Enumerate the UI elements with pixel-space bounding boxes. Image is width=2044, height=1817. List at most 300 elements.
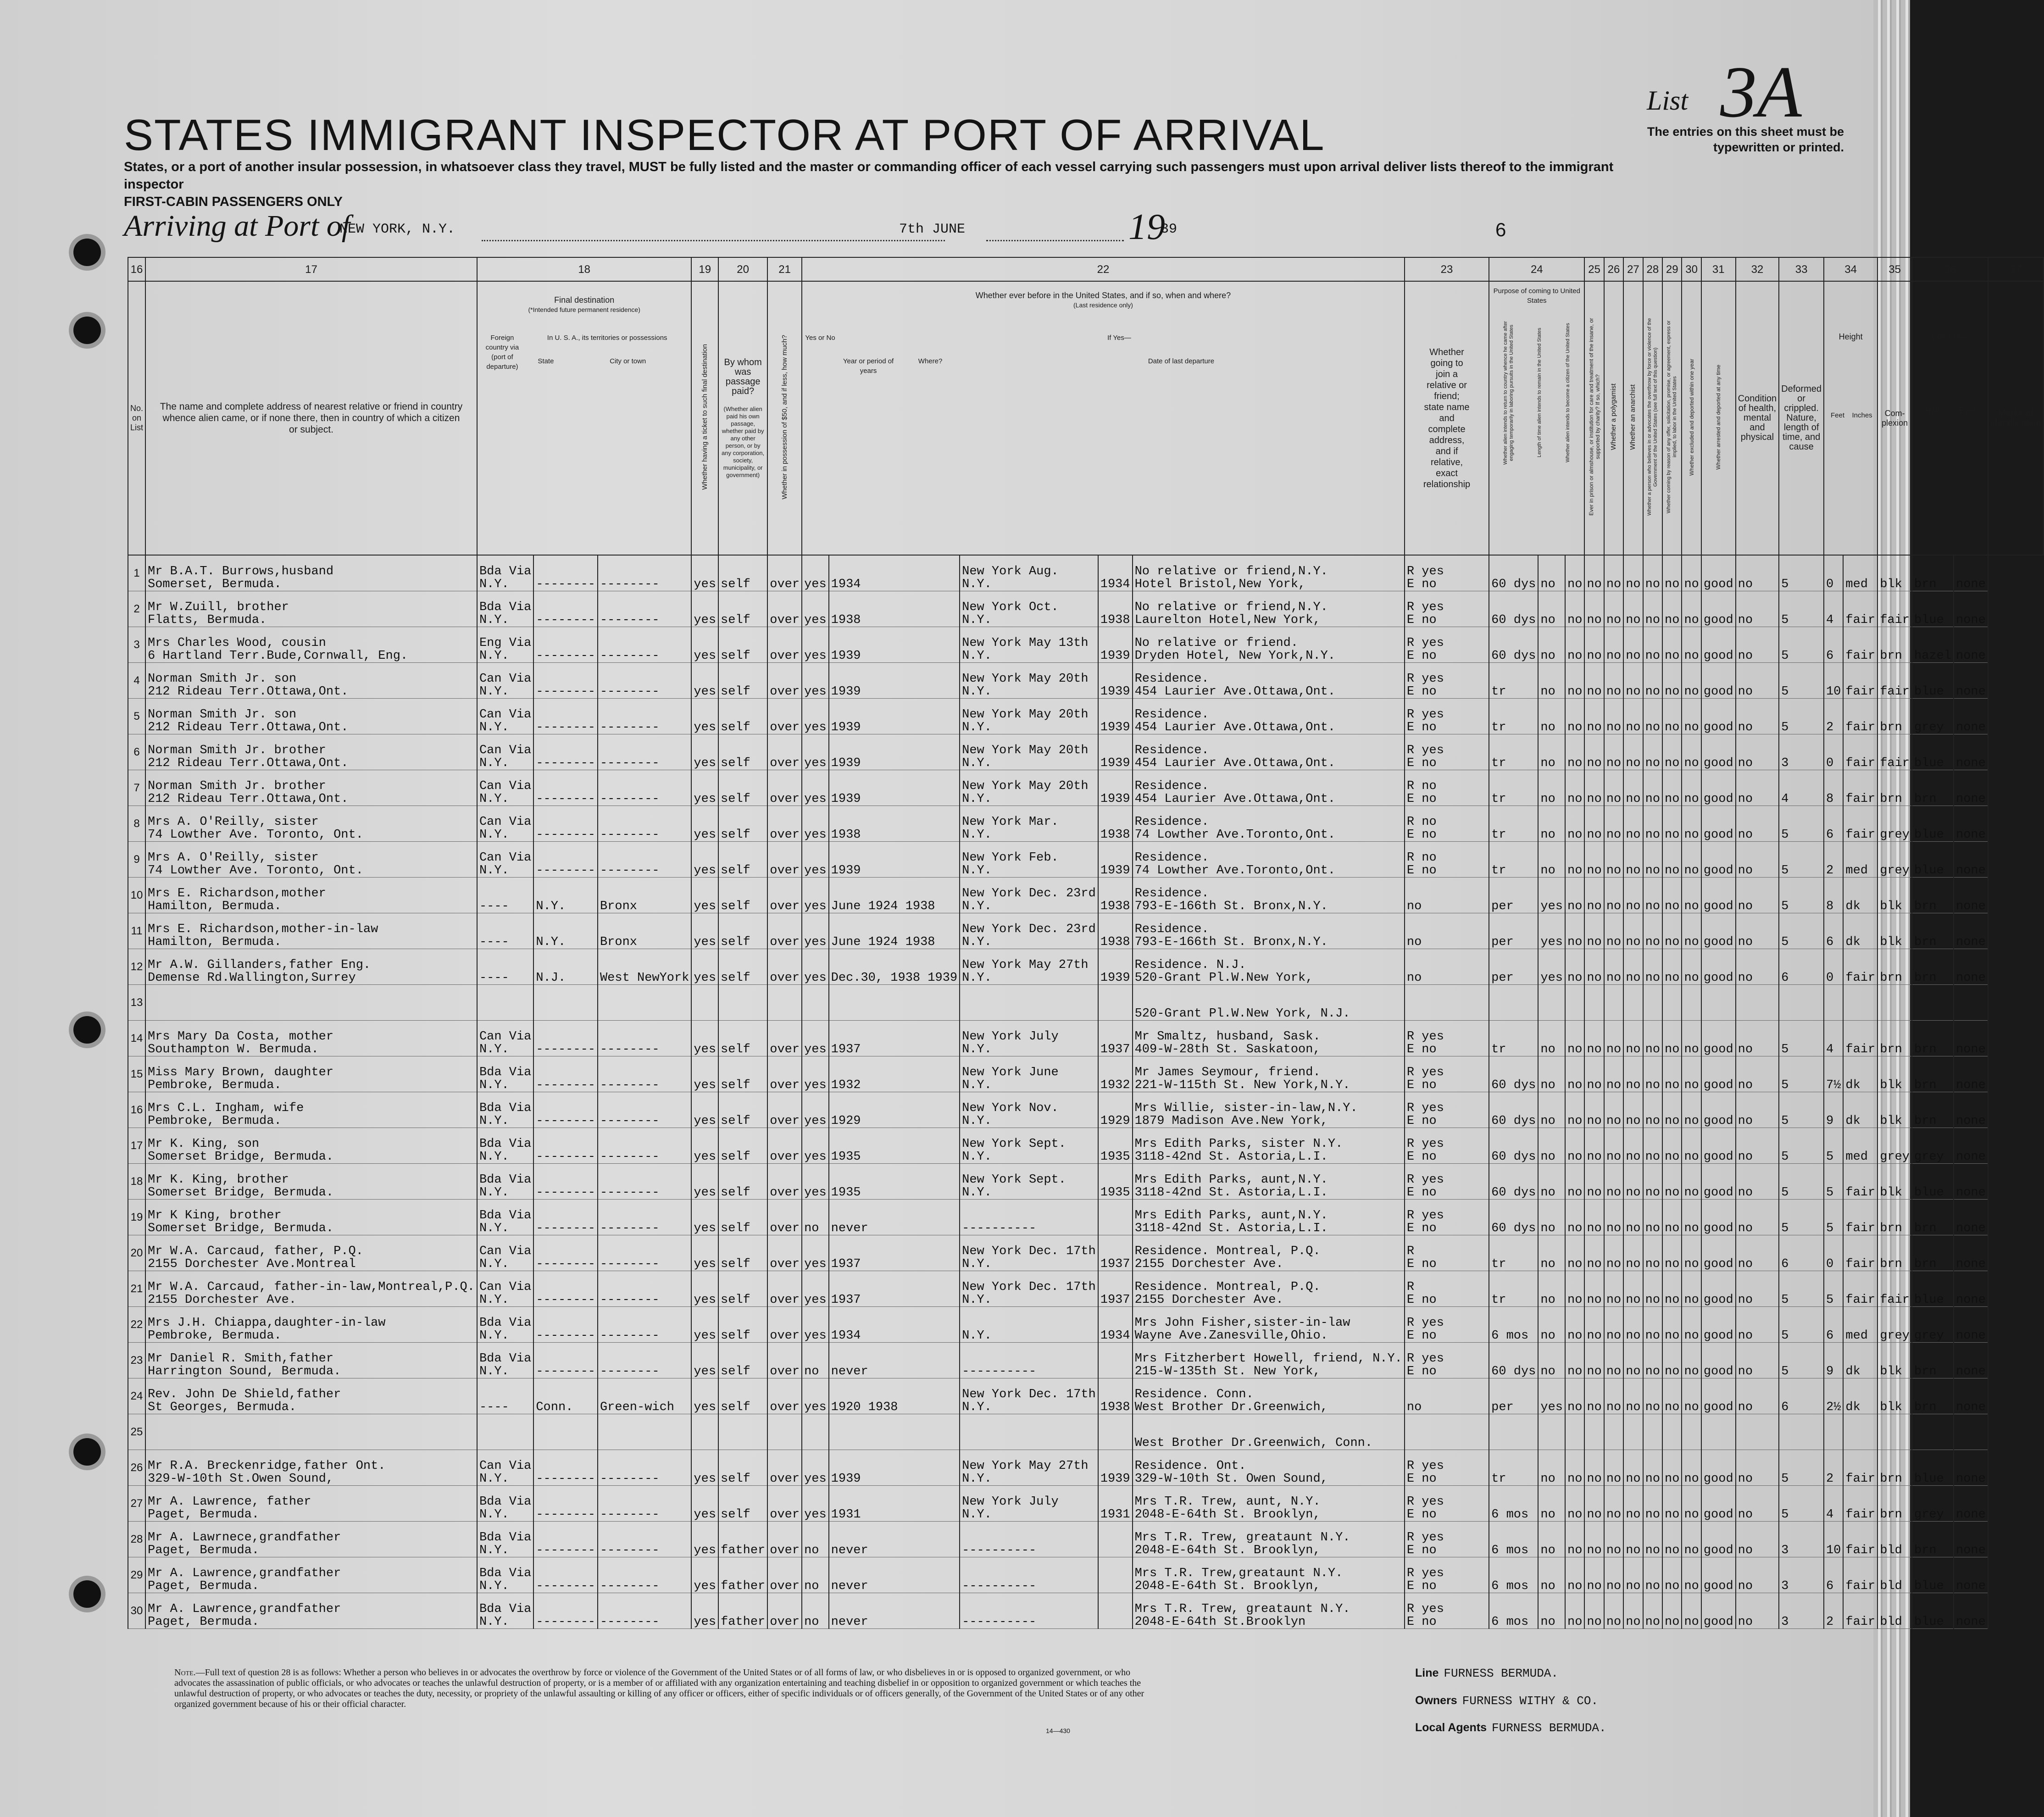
cell-no <box>128 1557 145 1593</box>
cell-previous-departure <box>1098 1486 1133 1522</box>
cell-previous-where <box>960 1271 1098 1307</box>
cell-relative-text: Mr W.A. Carcaud, father, P.Q. <box>148 1245 363 1258</box>
table-row <box>128 1593 2044 1629</box>
cell-arrested-text: no <box>1684 613 1699 627</box>
cell-purpose-citizen-text: no <box>1540 1508 1555 1522</box>
cell-polygamist <box>1584 1307 1604 1343</box>
cell-no-text: 14 <box>130 1032 143 1045</box>
cell-arrested-text: no <box>1684 1150 1699 1164</box>
cell-joining <box>1133 770 1405 806</box>
cell-arrested <box>1682 1200 1701 1235</box>
cell-marks-text: none <box>1956 1400 1986 1414</box>
cell-previous-where-text: N.Y. <box>962 1114 992 1128</box>
column-number: 28 <box>1643 257 1662 281</box>
cell-anarchist <box>1604 555 1623 591</box>
cell-inches-text: 2 <box>1826 864 1834 878</box>
cell-foreign-country <box>477 1414 533 1450</box>
cell-foreign-country-text: N.Y. <box>479 756 509 770</box>
cell-purpose-length-text: 60 dys <box>1491 649 1536 663</box>
cell-marks-text: none <box>1956 900 1986 913</box>
cell-deformed <box>1736 627 1779 663</box>
cell-inches <box>1824 1128 1843 1164</box>
cell-city <box>598 1522 691 1557</box>
cell-deformed <box>1736 1450 1779 1486</box>
cell-foreign-country <box>477 1378 533 1414</box>
cell-complexion <box>1843 1378 1877 1414</box>
cell-deformed-text: no <box>1738 1078 1753 1092</box>
cell-anarchist <box>1604 1593 1623 1629</box>
cell-joining-text: 329-W-10th St. Owen Sound, <box>1134 1472 1328 1486</box>
cell-excluded <box>1662 1271 1682 1307</box>
cell-prison <box>1565 1200 1584 1235</box>
cell-feet-text: 6 <box>1781 1257 1789 1271</box>
cell-paid-by <box>718 663 767 699</box>
cell-feet-text: 6 <box>1781 971 1789 985</box>
cell-prison-text: no <box>1567 721 1583 734</box>
cell-joining <box>1133 1414 1405 1450</box>
cell-state-text: -------- <box>536 1043 595 1056</box>
table-row <box>128 1092 2044 1128</box>
cell-relative <box>145 806 477 842</box>
cell-purpose-return-text: R yes <box>1406 600 1444 614</box>
cell-previous-yesno-text: no <box>804 1579 819 1593</box>
cell-deformed <box>1736 1200 1779 1235</box>
cell-paid-by <box>718 913 767 949</box>
cell-arrested <box>1682 591 1701 627</box>
cell-health <box>1701 555 1736 591</box>
cell-no <box>128 770 145 806</box>
cell-marks-text: none <box>1956 578 1986 591</box>
cell-previous-where-text: New York May 20th <box>962 672 1089 686</box>
cell-previous-where <box>960 1486 1098 1522</box>
cell-excluded-text: no <box>1665 578 1680 591</box>
cell-anarchist-text: no <box>1606 864 1622 878</box>
final-destination-usa: In U. S. A., its territories or possessions <box>547 334 667 342</box>
cell-deformed-text: no <box>1738 1186 1753 1200</box>
cell-previous-departure <box>1098 1307 1133 1343</box>
cell-previous-yesno-text: yes <box>804 756 827 770</box>
cell-foreign-country <box>477 1056 533 1092</box>
cell-deformed-text: no <box>1738 1579 1753 1593</box>
cell-hair-text: blk <box>1880 1114 1902 1128</box>
cell-previous-yesno <box>802 1235 829 1271</box>
cell-hair-text: grey <box>1880 1150 1910 1164</box>
cell-deformed <box>1736 1307 1779 1343</box>
cell-no <box>128 1200 145 1235</box>
previous-visit-ifyes: If Yes— <box>1107 334 1131 342</box>
cell-marks <box>1954 913 1988 949</box>
cell-health-text: good <box>1703 935 1733 949</box>
cell-no-text: 25 <box>130 1425 143 1438</box>
cell-ticket-text: yes <box>694 900 717 913</box>
cell-previous-yesno-text: yes <box>804 1078 827 1092</box>
cell-overthrow <box>1623 878 1643 913</box>
cell-feet-text: 5 <box>1781 1114 1789 1128</box>
cell-joining-text: Residence. <box>1134 815 1209 829</box>
cell-joining <box>1133 1522 1405 1557</box>
cell-money <box>767 1092 802 1128</box>
cell-excluded-text: no <box>1665 1078 1680 1092</box>
cell-complexion <box>1843 1522 1877 1557</box>
cell-polygamist-text: no <box>1587 1365 1602 1378</box>
cell-purpose-citizen-text: no <box>1540 1615 1555 1629</box>
cell-polygamist <box>1584 699 1604 734</box>
cell-previous-where-text: New York Dec. 23rd <box>962 922 1096 936</box>
cell-money <box>767 1307 802 1343</box>
cell-previous-departure-text: 1938 <box>1100 1400 1130 1414</box>
cell-labor-offer <box>1643 1092 1662 1128</box>
cell-overthrow-text: no <box>1626 971 1641 985</box>
cell-excluded <box>1662 770 1682 806</box>
cell-city-text: -------- <box>600 649 660 663</box>
cell-previous-yesno <box>802 734 829 770</box>
cell-paid-by-text: self <box>721 1186 750 1200</box>
cell-previous-year <box>829 1343 960 1378</box>
cell-health-text: good <box>1703 578 1733 591</box>
cell-foreign-country <box>477 1164 533 1200</box>
cell-polygamist <box>1584 806 1604 842</box>
cell-inches <box>1824 1486 1843 1522</box>
previous-visit-date: Date of last departure <box>1148 357 1215 365</box>
cell-purpose-return-text: E no <box>1406 1329 1437 1343</box>
cell-prison-text: no <box>1567 1579 1583 1593</box>
cell-purpose-length-text: tr <box>1491 1043 1506 1056</box>
cell-relative-text: 212 Rideau Terr.Ottawa,Ont. <box>148 721 349 734</box>
cell-prison <box>1565 1450 1584 1486</box>
cell-labor-offer <box>1643 555 1662 591</box>
cell-relative-text: Mrs Mary Da Costa, mother <box>148 1030 334 1044</box>
cell-no <box>128 1164 145 1200</box>
cell-purpose-return-text: E no <box>1406 1615 1437 1629</box>
cell-previous-where-text: N.Y. <box>962 578 992 591</box>
cell-no-text: 10 <box>130 889 143 901</box>
column-number: 35 <box>1877 257 1912 281</box>
height-title: Height <box>1838 332 1863 341</box>
cell-foreign-country-text: Bda Via <box>479 1531 532 1545</box>
cell-foreign-country <box>477 878 533 913</box>
cell-previous-departure <box>1098 591 1133 627</box>
cell-anarchist <box>1604 1128 1623 1164</box>
cell-polygamist-text: no <box>1587 971 1602 985</box>
cell-purpose-citizen <box>1538 699 1565 734</box>
cell-previous-year-text: 1939 <box>831 649 861 663</box>
cell-previous-year <box>829 1128 960 1164</box>
cell-deformed <box>1736 734 1779 770</box>
cell-feet <box>1779 591 1824 627</box>
cell-purpose-return <box>1405 1522 1489 1557</box>
cell-marks-text: none <box>1956 1222 1986 1235</box>
cell-arrested-text: no <box>1684 1365 1699 1378</box>
cell-polygamist <box>1584 1128 1604 1164</box>
cell-eyes <box>1912 1557 1954 1593</box>
cell-health-text: good <box>1703 1114 1733 1128</box>
punch-hole <box>73 239 101 266</box>
cell-state <box>533 663 598 699</box>
cell-excluded-text: no <box>1665 1222 1680 1235</box>
cell-joining-text: 793-E-166th St. Bronx,N.Y. <box>1134 935 1328 949</box>
col-ticket <box>691 281 718 555</box>
cell-no-text: 27 <box>130 1497 143 1510</box>
cell-previous-where-text: New York May 13th <box>962 636 1089 650</box>
cell-inches <box>1824 1557 1843 1593</box>
cell-state <box>533 842 598 878</box>
cell-paid-by-text: self <box>721 1365 750 1378</box>
cell-hair <box>1877 627 1912 663</box>
cell-state <box>533 734 598 770</box>
final-destination-foreign: Foreign country via (port of departure) <box>485 334 519 371</box>
cell-city-text: -------- <box>600 1508 660 1522</box>
cell-relative-text: 2155 Dorchester Ave. <box>148 1293 297 1307</box>
cell-previous-year <box>829 1486 960 1522</box>
cell-foreign-country-text: Bda Via <box>479 565 532 578</box>
cell-eyes <box>1912 1343 1954 1378</box>
cell-polygamist-text: no <box>1587 1222 1602 1235</box>
cell-deformed <box>1736 1021 1779 1056</box>
cell-state <box>533 1593 598 1629</box>
cell-purpose-length-text: 60 dys <box>1491 578 1536 591</box>
footnote-text: —Full text of question 28 is as follows: Whether a person who believes in or advocates the overthrow by force or violence of the Government of the United States or of all forms of law, or who disbelieves in or is opposed to organized government, or who advocates the assassination of public officials, or who advocates or teaches the unlawful destruction of property, or is a member of or affiliated with any organization entertaining and teaching disbelief in or opposition to organized government or which teaches the unlawful destruction of property, or who advocates or teaches the duty, necessity, or propriety of the unlawful assaulting or killing of any officer or officers, either of specific individuals or of officers generally, of the Government of the United States or of any other organized government because of his or their official character. <box>174 1667 1144 1709</box>
cell-previous-where-text: N.Y. <box>962 828 992 842</box>
cell-paid-by-text: self <box>721 900 750 913</box>
cell-money <box>767 1271 802 1307</box>
cell-feet-text: 5 <box>1781 1508 1789 1522</box>
cell-relative-text: Mr Daniel R. Smith,father <box>148 1352 334 1366</box>
cell-arrested-text: no <box>1684 649 1699 663</box>
instructions-text: States, or a port of another insular possession, in whatsoever class they travel, MUST be fully listed and the master or commanding officer of each vessel carrying such passengers must upon arrival deliver lists thereof to the immigrant inspector <box>124 160 1614 192</box>
cell-joining-text: No relative or friend,N.Y. <box>1134 565 1328 578</box>
cell-city-text: Bronx <box>600 900 637 913</box>
cell-complexion-text: fair <box>1845 613 1876 627</box>
table-row <box>128 699 2044 734</box>
cell-foreign-country <box>477 1307 533 1343</box>
cell-previous-where <box>960 734 1098 770</box>
cell-joining <box>1133 627 1405 663</box>
cell-no-text: 11 <box>131 924 143 937</box>
cell-eyes <box>1912 591 1954 627</box>
cell-health-text: good <box>1703 828 1733 842</box>
cell-joining-text: Mrs T.R. Trew, greataunt N.Y. <box>1134 1602 1350 1616</box>
cell-purpose-citizen <box>1538 1522 1565 1557</box>
cell-no-text: 5 <box>133 710 140 722</box>
cell-hair <box>1877 1128 1912 1164</box>
cell-paid-by <box>718 1307 767 1343</box>
cell-paid-by-text: self <box>721 578 750 591</box>
cell-money <box>767 1021 802 1056</box>
cell-joining-text: 409-W-28th St. Saskatoon, <box>1134 1043 1321 1056</box>
arriving-label: Arriving at Port of <box>124 209 350 243</box>
cell-polygamist <box>1584 913 1604 949</box>
cell-money <box>767 591 802 627</box>
cell-hair-text: fair <box>1880 685 1910 699</box>
cell-polygamist <box>1584 734 1604 770</box>
cell-foreign-country-text: N.Y. <box>479 1544 509 1557</box>
cell-anarchist-text: no <box>1606 1078 1622 1092</box>
cell-arrested <box>1682 1378 1701 1414</box>
cell-purpose-length <box>1489 806 1538 842</box>
cell-deformed-text: no <box>1738 900 1753 913</box>
cell-excluded-text: no <box>1665 828 1680 842</box>
cell-paid-by-text: self <box>721 1043 750 1056</box>
cell-eyes-text: blue <box>1914 1615 1944 1629</box>
cell-purpose-length-text: tr <box>1491 1472 1506 1486</box>
cell-marks-text: none <box>1956 1186 1986 1200</box>
cell-purpose-length <box>1489 1414 1538 1450</box>
cell-joining-text: 2155 Dorchester Ave. <box>1134 1257 1283 1271</box>
cell-previous-year-text: 1938 <box>831 613 861 627</box>
cell-labor-offer <box>1643 1307 1662 1343</box>
cell-complexion-text: dk <box>1845 935 1861 949</box>
cell-relative-text: Norman Smith Jr. brother <box>148 744 326 757</box>
cell-previous-where-text: New York Feb. <box>962 851 1059 865</box>
cell-excluded-text: no <box>1665 721 1680 734</box>
cell-previous-yesno <box>802 1271 829 1307</box>
col-overthrow <box>1643 281 1662 555</box>
cell-labor-offer-text: no <box>1645 1365 1661 1378</box>
cell-money-text: over <box>770 1078 800 1092</box>
cell-ticket <box>691 913 718 949</box>
cell-labor-offer <box>1643 1271 1662 1307</box>
cell-foreign-country-text: N.Y. <box>479 721 509 734</box>
column-number: 20 <box>718 257 767 281</box>
cell-state <box>533 878 598 913</box>
cell-eyes-text: brn <box>1914 1043 1937 1056</box>
cell-arrested <box>1682 1414 1701 1450</box>
cell-previous-year-text: 1939 <box>831 721 861 734</box>
cell-previous-departure-text: 1935 <box>1100 1150 1130 1164</box>
cell-previous-where <box>960 985 1098 1021</box>
cell-anarchist <box>1604 699 1623 734</box>
cell-complexion-text: fair <box>1845 1579 1876 1593</box>
cell-purpose-return-text: R yes <box>1406 1066 1444 1079</box>
cell-purpose-return <box>1405 1450 1489 1486</box>
cell-previous-where <box>960 1200 1098 1235</box>
cell-purpose-return <box>1405 699 1489 734</box>
cell-overthrow <box>1623 663 1643 699</box>
cell-purpose-return-text: no <box>1406 1400 1422 1414</box>
cell-previous-year <box>829 842 960 878</box>
cell-no-text: 15 <box>130 1067 143 1080</box>
cell-prison-text: no <box>1567 792 1583 806</box>
cell-relative-text: Mr A.W. Gillanders,father Eng. <box>148 958 371 972</box>
cell-state-text: -------- <box>536 721 595 734</box>
cell-overthrow <box>1623 1307 1643 1343</box>
cell-marks-text: none <box>1956 685 1986 699</box>
cell-marks-text: none <box>1956 1329 1986 1343</box>
cell-relative-text: Somerset Bridge, Bermuda. <box>148 1150 334 1164</box>
cell-health-text: good <box>1703 1043 1733 1056</box>
cell-joining-text: Mrs Edith Parks, sister N.Y. <box>1134 1137 1343 1151</box>
cell-complexion <box>1843 1235 1877 1271</box>
cell-marks-text: none <box>1956 1508 1986 1522</box>
cell-ticket <box>691 949 718 985</box>
cell-overthrow-text: no <box>1626 864 1641 878</box>
cell-purpose-return-text: no <box>1406 900 1422 913</box>
cell-arrested-text: no <box>1684 1400 1699 1414</box>
cell-feet <box>1779 1557 1824 1593</box>
cell-anarchist <box>1604 1021 1623 1056</box>
cell-previous-departure <box>1098 627 1133 663</box>
cell-no <box>128 555 145 591</box>
cell-prison <box>1565 1414 1584 1450</box>
cell-arrested <box>1682 1522 1701 1557</box>
table-row <box>128 1450 2044 1486</box>
cell-hair <box>1877 1307 1912 1343</box>
cell-inches-text: 4 <box>1826 613 1834 627</box>
cell-foreign-country-text: N.Y. <box>479 1078 509 1092</box>
cell-excluded <box>1662 1092 1682 1128</box>
table-row <box>128 1486 2044 1522</box>
cell-inches-text: 9 <box>1826 1365 1834 1378</box>
cell-polygamist-text: no <box>1587 1078 1602 1092</box>
cell-prison-text: no <box>1567 1043 1583 1056</box>
cell-purpose-length <box>1489 1343 1538 1378</box>
cell-complexion-text: fair <box>1845 828 1876 842</box>
column-number: 26 <box>1604 257 1623 281</box>
cell-joining-text: 2048-E-64th St. Brooklyn, <box>1134 1579 1321 1593</box>
cell-previous-where <box>960 770 1098 806</box>
cell-previous-yesno-text: yes <box>804 828 827 842</box>
cell-no-text: 17 <box>130 1139 143 1152</box>
cell-eyes <box>1912 1200 1954 1235</box>
cell-city <box>598 878 691 913</box>
cell-foreign-country-text: Can Via <box>479 815 532 829</box>
cell-previous-departure-text: 1937 <box>1100 1293 1130 1307</box>
cell-relative <box>145 1128 477 1164</box>
cell-previous-yesno-text: yes <box>804 1186 827 1200</box>
cell-marks <box>1954 1164 1988 1200</box>
cell-hair-text: bld <box>1880 1579 1902 1593</box>
cell-no-text: 3 <box>133 638 140 651</box>
cell-purpose-citizen-text: no <box>1540 1043 1555 1056</box>
cell-joining-text: 2048-E-64th St.Brooklyn <box>1134 1615 1306 1629</box>
cell-inches-text: 5 <box>1826 1222 1834 1235</box>
cell-overthrow-text: no <box>1626 1508 1641 1522</box>
cell-eyes-text: blue <box>1914 685 1944 699</box>
cell-previous-where <box>960 1021 1098 1056</box>
cell-previous-year <box>829 555 960 591</box>
cell-previous-where <box>960 1235 1098 1271</box>
cell-prison-text: no <box>1567 1114 1583 1128</box>
cell-overthrow-text: no <box>1626 1615 1641 1629</box>
cell-city <box>598 1056 691 1092</box>
cell-money-text: over <box>770 1615 800 1629</box>
cell-inches-text: 6 <box>1826 1579 1834 1593</box>
cell-foreign-country <box>477 699 533 734</box>
cell-anarchist <box>1604 663 1623 699</box>
cell-hair <box>1877 1522 1912 1557</box>
cell-ticket-text: yes <box>694 864 717 878</box>
cell-purpose-citizen <box>1538 1378 1565 1414</box>
cell-overthrow <box>1623 913 1643 949</box>
cell-marks <box>1954 699 1988 734</box>
cell-no <box>128 663 145 699</box>
cell-city-text: -------- <box>600 828 660 842</box>
cell-marks <box>1954 591 1988 627</box>
cell-purpose-length-text: 60 dys <box>1491 1186 1536 1200</box>
cell-prison <box>1565 1056 1584 1092</box>
cell-health <box>1701 985 1736 1021</box>
cell-money <box>767 699 802 734</box>
cell-complexion-text: dk <box>1845 1078 1861 1092</box>
cell-previous-where-text: New York May 20th <box>962 708 1089 722</box>
cell-previous-departure <box>1098 913 1133 949</box>
cell-inches-text: 2½ <box>1826 1400 1841 1414</box>
cell-state-text: -------- <box>536 1544 595 1557</box>
cell-purpose-return-text: E no <box>1406 864 1437 878</box>
cell-hair-text: blk <box>1880 578 1902 591</box>
cell-state-text: -------- <box>536 1329 595 1343</box>
punch-hole <box>73 1016 101 1044</box>
